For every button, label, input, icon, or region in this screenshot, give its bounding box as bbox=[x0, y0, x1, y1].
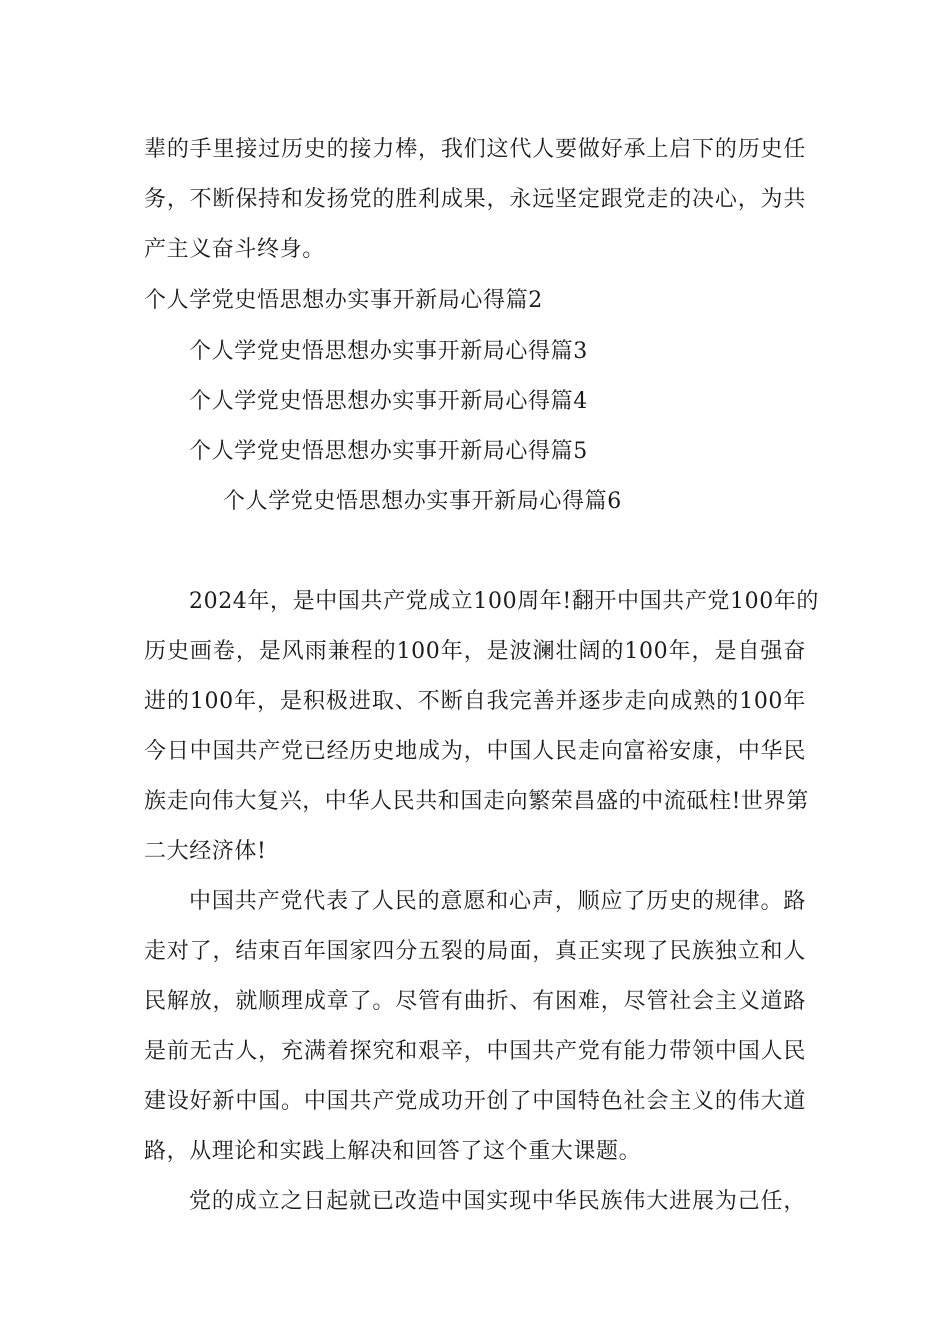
para1-line-6: 二大经济体! bbox=[144, 839, 267, 864]
para3-line-1: 党的成立之日起就已改造中国实现中华民族伟大进展为己任， bbox=[189, 1189, 806, 1214]
para2-line-4: 是前无古人，充满着探究和艰辛，中国共产党有能力带领中国人民 bbox=[144, 1039, 806, 1064]
heading-2: 个人学党史悟思想办实事开新局心得篇2 bbox=[144, 288, 543, 313]
para2-line-3: 民解放，就顺理成章了。尽管有曲折、有困难，尽管社会主义道路 bbox=[144, 989, 806, 1014]
para1-line-4: 今日中国共产党已经历史地成为，中国人民走向富裕安康，中华民 bbox=[144, 739, 806, 764]
para1-line-1: 2024年，是中国共产党成立100周年!翻开中国共产党100年的 bbox=[189, 589, 820, 614]
heading-6: 个人学党史悟思想办实事开新局心得篇6 bbox=[223, 489, 622, 514]
intro-line-3: 产主义奋斗终身。 bbox=[144, 237, 325, 262]
heading-3: 个人学党史悟思想办实事开新局心得篇3 bbox=[189, 339, 588, 364]
para2-line-1: 中国共产党代表了人民的意愿和心声，顺应了历史的规律。路 bbox=[189, 889, 806, 914]
para2-line-5: 建设好新中国。中国共产党成功开创了中国特色社会主义的伟大道 bbox=[144, 1089, 806, 1114]
para2-line-2: 走对了，结束百年国家四分五裂的局面，真正实现了民族独立和人 bbox=[144, 939, 806, 964]
intro-line-1: 辈的手里接过历史的接力棒，我们这代人要做好承上启下的历史任 bbox=[144, 137, 806, 162]
intro-line-2: 务，不断保持和发扬党的胜利成果，永远坚定跟党走的决心，为共 bbox=[144, 187, 806, 212]
para1-line-2: 历史画卷，是风雨兼程的100年，是波澜壮阔的100年，是自强奋 bbox=[144, 639, 806, 664]
heading-5: 个人学党史悟思想办实事开新局心得篇5 bbox=[189, 439, 588, 464]
para2-line-6: 路，从理论和实践上解决和回答了这个重大课题。 bbox=[144, 1139, 642, 1164]
heading-4: 个人学党史悟思想办实事开新局心得篇4 bbox=[189, 389, 588, 414]
para1-line-5: 族走向伟大复兴，中华人民共和国走向繁荣昌盛的中流砥柱!世界第 bbox=[144, 789, 809, 814]
para1-line-3: 进的100年，是积极进取、不断自我完善并逐步走向成熟的100年 bbox=[144, 689, 806, 714]
